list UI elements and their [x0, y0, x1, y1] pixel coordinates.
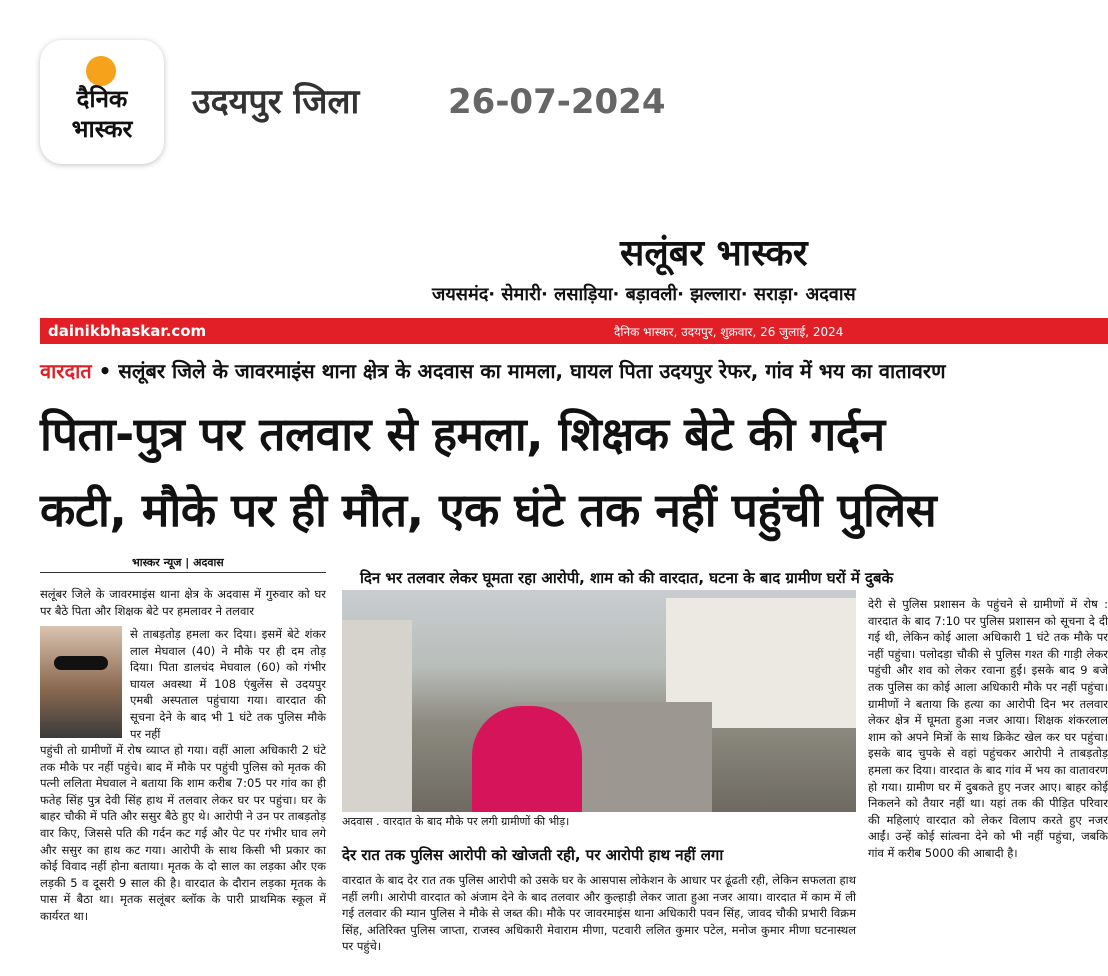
sun-icon [86, 56, 116, 86]
kicker-text: • सलूंबर जिले के जावरमाइंस थाना क्षेत्र के अदवास का मामला, घायल पिता उदयपुर रेफर, गांव में भय का वातावरण [91, 359, 946, 383]
subheading-1: दिन भर तलवार लेकर घूमता रहा आरोपी, शाम को की वारदात, घटना के बाद ग्रामीण घरों में दुबके [360, 569, 894, 587]
subheading-2: देर रात तक पुलिस आरोपी को खोजती रही, पर आरोपी हाथ नहीं लगा [342, 846, 724, 864]
byline-divider [40, 572, 326, 573]
headline-line1: पिता-पुत्र पर तलवार से हमला, शिक्षक बेटे की गर्दन [40, 407, 885, 461]
left-paragraph-intro: सलूंबर जिले के जावरमाइंस थाना क्षेत्र के अदवास में गुरुवार को घर पर बैठे पिता और शिक्षक बेटे पर हमलावर ने तलवार [40, 587, 326, 618]
center-paragraph: वारदात के बाद देर रात तक पुलिस आरोपी को उसके घर के आसपास लोकेशन के आधार पर ढूंढती रही, लेकिन सफलता हाथ नहीं लगी। आरोपी वारदात को अंजाम देने के बाद तलवार और कुल्हाड़ी लेकर जाता हुआ नजर आया। वारदात में काम में ली गई तलवार की म्यान पुलिस ने मौके से जब्त की। मौके पर जावरमाइंस थाना अधिकारी पवन सिंह, जावद चौकी प्रभारी विक्रम सिंह, अतिरिक्त पुलिस जाप्ता, राजस्व अधिकारी मेवाराम मीणा, पटवारी ललित कुमार पटेल, मनोज कुमार मीणा घटनास्थल पर पहुंचे। [342, 873, 856, 954]
victim-portrait-photo [40, 626, 122, 738]
right-paragraph: देरी से पुलिस प्रशासन के पहुंचने से ग्रामीणों में रोष : वारदात के बाद 7:10 पर पुलिस प्रशासन को सूचना दे दी गई थी, लेकिन कोई आला अधिकारी 1 घंटे तक मौके पर नहीं पहुंचा। पलोदड़ा चौकी से पुलिस गश्त की गाड़ी लेकर पहुंची और शव को लेकर रवाना हुई। इसके बाद 9 बजे तक पुलिस का कोई आला अधिकारी मौके पर नहीं पहुंचा। ग्रामीणों ने बताया कि हत्या का आरोपी दिन भर तलवार लेकर क्षेत्र में घूमता हुआ नजर आया। शिक्षक शंकरलाल शाम को अपने मित्रों के साथ क्रिकेट खेल कर घर पहुंचा। इसके बाद चुपके से वहां पहुंचकर आरोपी ने ताबड़तोड़ हमला कर दिया। वारदात के बाद गांव में भय का वातावरण हो गया। ग्रामीण घर में दुबकते हुए नजर आए। बाहर कोई निकलने को तैयार नहीं था। यहां तक की पीड़ित परिवार की महिलाएं वारदात को लेकर विलाप करते हुए नजर आईं। उन्हें कोई सांत्वना देने को भी नहीं पहुंचा, जबकि गांव में करीब 5000 की आबादी है। [868, 597, 1108, 860]
edition-towns: जयसमंद· सेमारी· लसाड़िया· बड़ावली· झल्लारा· सराड़ा· अदवास [432, 284, 856, 305]
byline: भास्कर न्यूज | अदवास [132, 556, 224, 569]
left-paragraph-beside-photo: से ताबड़तोड़ हमला कर दिया। इसमें बेटे शंकर लाल मेघवाल (40) ने मौके पर ही दम तोड़ दिया। पिता डालचंद मेघवाल (60) को गंभीर घायल अवस्था में 108 एंबुलेंस से उदयपुर एमबी अस्पताल पहुंचाया गया। वारदात की सूचना देने के बाद भी 1 घंटे तक पुलिस मौके पर नहीं [130, 627, 326, 741]
site-url: dainikbhaskar.com [48, 322, 207, 340]
district-title: उदयपुर जिला [192, 82, 360, 122]
sunglasses-shape [54, 656, 108, 670]
masthead-date-line: दैनिक भास्कर, उदयपुर, शुक्रवार, 26 जुलाई, 2024 [614, 325, 844, 339]
photo-wall [342, 620, 412, 812]
photo-caption: अदवास . वारदात के बाद मौके पर लगी ग्रामीणों की भीड़। [342, 815, 570, 828]
dainik-bhaskar-logo [40, 40, 164, 164]
logo-text-line2: भास्कर [71, 115, 133, 143]
photo-woman-pink-scarf [472, 706, 582, 812]
edition-title: सलूंबर भास्कर [620, 233, 808, 274]
header-date: 26-07-2024 [448, 82, 666, 122]
crowd-scene-photo [342, 590, 856, 812]
logo-text-line1: दैनिक [76, 85, 128, 113]
kicker-tag: वारदात [40, 359, 92, 383]
left-paragraph-body: पहुंची तो ग्रामीणों में रोष व्याप्त हो गया। वहीं आला अधिकारी 2 घंटे तक मौके पर नहीं पहुंचे। बाद में मौके पर पहुंची पुलिस को मृतक की पत्नी ललिता मेघवाल ने बताया कि शाम करीब 7:05 पर गांव का ही फतेह सिंह पुत्र देवी सिंह हाथ में तलवार लेकर घर पर पहुंचा। घर के बाहर चौकी में पति और ससुर बैठे हुए थे। आरोपी ने उन पर ताबड़तोड़ वार किए, जिससे पति की गर्दन कट गई और पेट पर गंभीर घाव लगे और ससुर का हाथ कट गया। आरोपी के साथ किसी भी प्रकार का कोई विवाद नहीं होना बताया। मृतक के दो साल का लड़का और एक लड़की 5 व दूसरी 9 साल की है। वारदात के दौरान लड़का मृतक के पास में बैठा था। मृतक सलूंबर ब्लॉक के पारी प्राथमिक स्कूल में कार्यरत था। [40, 743, 326, 923]
kicker [40, 356, 1108, 386]
headline-line2: कटी, मौके पर ही मौत, एक घंटे तक नहीं पहुंची पुलिस [40, 483, 937, 537]
